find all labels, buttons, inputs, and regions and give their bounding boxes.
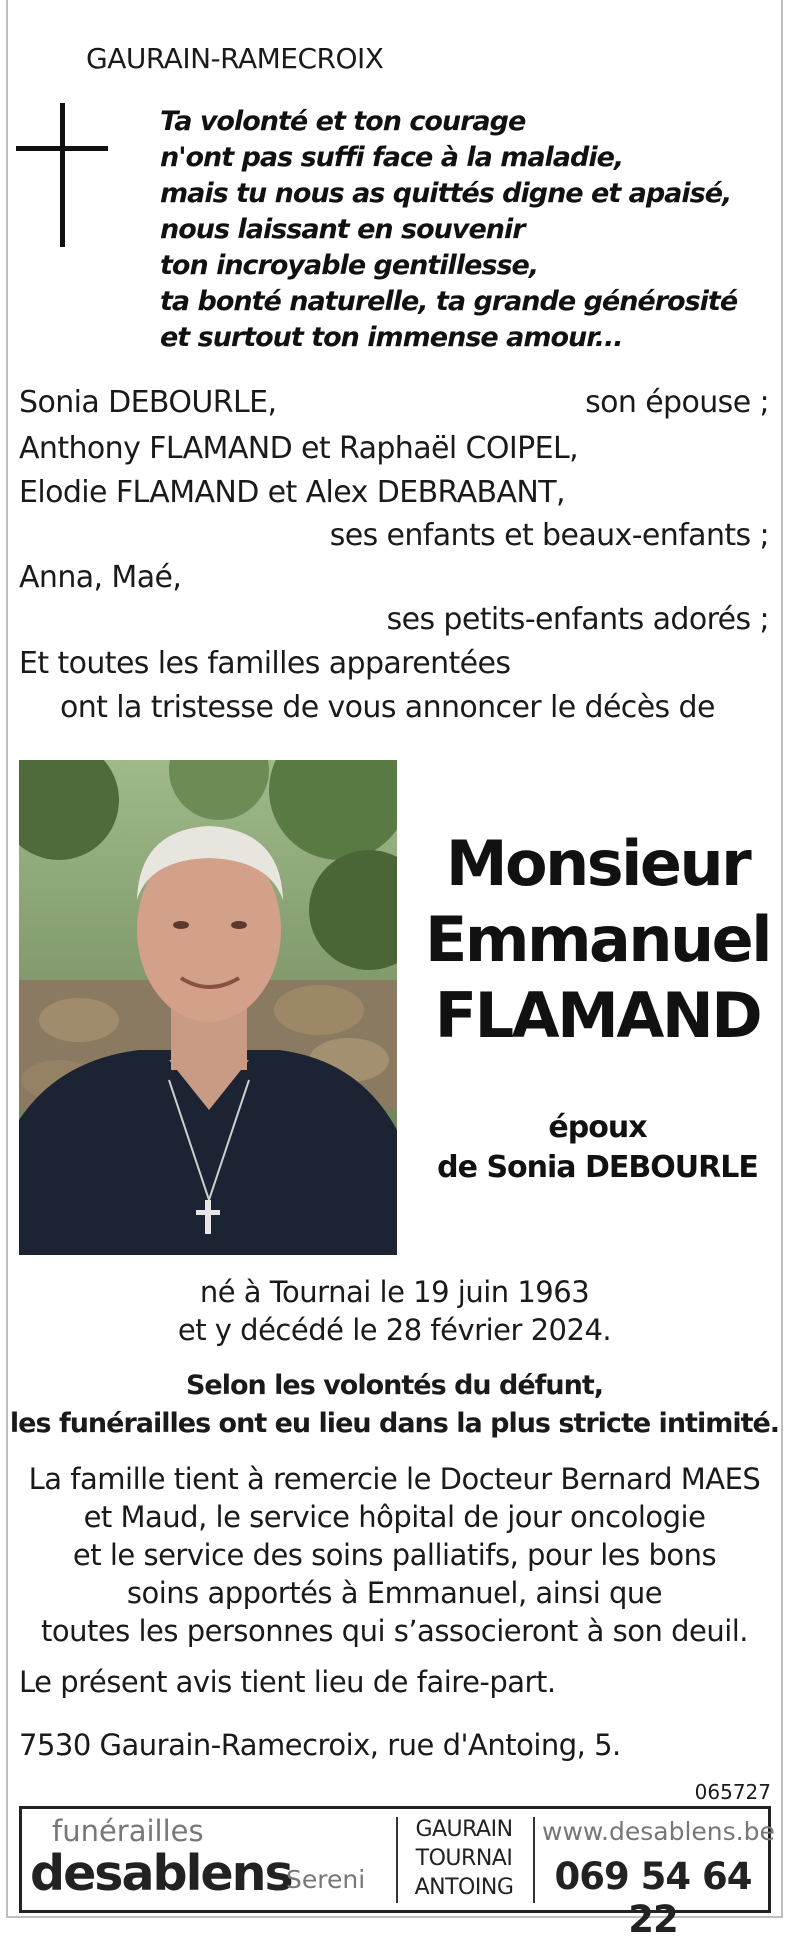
notice-text: Le présent avis tient lieu de faire-part. <box>19 1665 556 1699</box>
deceased-first-name: Emmanuel <box>425 903 770 976</box>
banner-phone[interactable]: 069 54 64 22 <box>554 1855 752 1941</box>
spouse-name: de Sonia DEBOURLE <box>437 1150 758 1185</box>
poem-line: et surtout ton immense amour... <box>160 322 623 353</box>
wishes-line: les funérailles ont eu lieu dans la plus stricte intimité. <box>9 1408 780 1439</box>
birth-death-dates <box>6 1273 783 1349</box>
thanks-line: et Maud, le service hôpital de jour oncologie <box>83 1500 706 1534</box>
thanks-line: soins apportés à Emmanuel, ainsi que <box>126 1576 663 1610</box>
reference-number: 065727 <box>694 1780 771 1804</box>
thanks-paragraph <box>6 1460 783 1650</box>
poem-line: n'ont pas suffi face à la maladie, <box>160 142 624 173</box>
wishes-line: Selon les volontés du défunt, <box>185 1370 604 1401</box>
death-line: et y décédé le 28 février 2024. <box>177 1313 612 1347</box>
poem-line: ta bonté naturelle, ta grande générosité <box>160 286 738 317</box>
banner-divider <box>533 1817 535 1903</box>
birth-line: né à Tournai le 19 juin 1963 <box>199 1275 590 1309</box>
family-spouse-name: Sonia DEBOURLE, <box>19 385 277 420</box>
banner-sereni: Sereni <box>286 1865 366 1894</box>
thanks-line: toutes les personnes qui s’associeront à son deuil. <box>40 1614 749 1648</box>
deceased-spouse <box>420 1108 775 1188</box>
banner-city: TOURNAI <box>415 1846 513 1871</box>
banner-funerailles: funérailles <box>52 1814 204 1848</box>
family-spouse-role: son épouse ; <box>585 385 769 420</box>
town-heading: GAURAIN-RAMECROIX <box>86 42 384 75</box>
family-grandchildren-role: ses petits-enfants adorés ; <box>386 602 769 637</box>
deceased-photo <box>19 760 397 1255</box>
family-others: Et toutes les familles apparentées <box>19 646 511 681</box>
deceased-name <box>420 826 775 1054</box>
thanks-line: et le service des soins palliatifs, pour les bons <box>72 1538 717 1572</box>
poem <box>160 104 737 356</box>
funeral-home-banner <box>19 1806 775 1941</box>
banner-divider <box>396 1817 398 1903</box>
funeral-wishes <box>6 1367 783 1443</box>
spouse-label: époux <box>548 1110 647 1145</box>
deceased-last-name: FLAMAND <box>434 979 761 1052</box>
banner-city: GAURAIN <box>415 1817 513 1842</box>
thanks-line: La famille tient à remercie le Docteur Bernard MAES <box>28 1462 761 1496</box>
family-announce: ont la tristesse de vous annoncer le décès de <box>60 690 715 725</box>
family-grandchildren: Anna, Maé, <box>19 560 182 595</box>
banner-cities <box>400 1815 528 1902</box>
family-children-1: Anthony FLAMAND et Raphaël COIPEL, <box>19 431 579 466</box>
poem-line: nous laissant en souvenir <box>160 214 525 245</box>
address: 7530 Gaurain-Ramecroix, rue d'Antoing, 5. <box>19 1728 621 1762</box>
poem-line: Ta volonté et ton courage <box>160 106 526 137</box>
banner-website-link[interactable]: www.desablens.be <box>542 1817 775 1846</box>
poem-line: ton incroyable gentillesse, <box>160 250 539 281</box>
family-children-role: ses enfants et beaux-enfants ; <box>329 518 769 553</box>
poem-line: mais tu nous as quittés digne et apaisé, <box>160 178 732 209</box>
banner-brand-logo: desablens <box>30 1845 292 1902</box>
banner-city: ANTOING <box>414 1875 514 1900</box>
cross-icon <box>16 103 108 247</box>
deceased-title: Monsieur <box>445 827 750 900</box>
family-children-2: Elodie FLAMAND et Alex DEBRABANT, <box>19 475 565 510</box>
